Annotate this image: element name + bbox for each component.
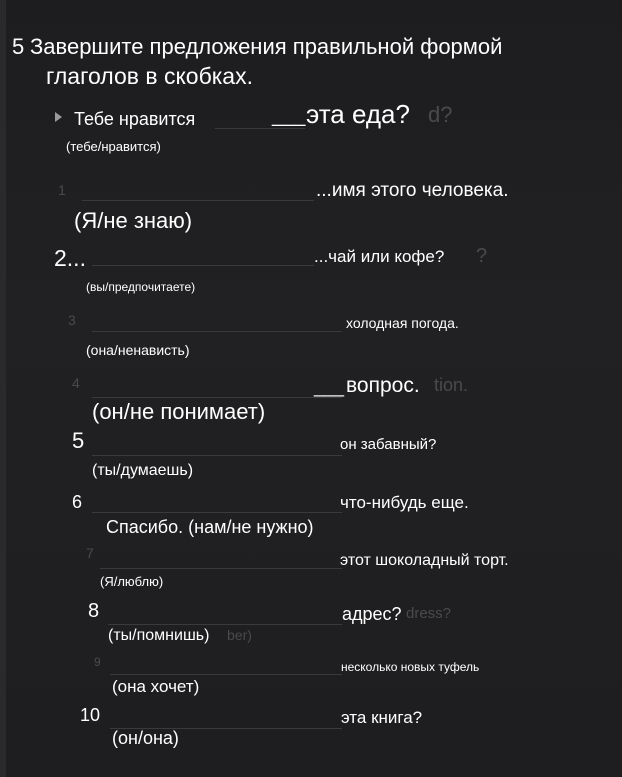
item-6-hint: Спасибо. (нам/не нужно)	[106, 517, 314, 537]
item-1-ending: ...имя этого человека.	[316, 180, 509, 201]
item-2-answer-line	[92, 265, 314, 266]
example-ghost-text: d?	[428, 102, 453, 127]
item-9-ending: несколько новых туфель	[341, 660, 480, 674]
item-5-ending: он забавный?	[340, 436, 437, 453]
exercise-number: 5	[12, 34, 25, 59]
item-4-number: 4	[72, 375, 80, 391]
item-5-answer-line	[92, 455, 342, 456]
item-9-hint: (она хочет)	[112, 677, 200, 696]
item-4-ghost-text: tion.	[434, 375, 469, 395]
item-8-ending: адрес?	[342, 604, 402, 624]
item-4-answer-line	[92, 397, 342, 398]
item-8-ghost-hint: ber)	[227, 627, 252, 643]
item-10-ending: эта книга?	[341, 708, 423, 727]
item-10-number: 10	[80, 705, 101, 725]
item-6-answer-line	[92, 512, 342, 513]
item-6-number: 6	[72, 492, 83, 512]
example-stem: Тебе нравится	[74, 109, 196, 129]
item-7-answer-line	[100, 568, 342, 569]
item-2-hint: (вы/предпочитаете)	[86, 280, 196, 294]
item-4-blank: ___	[314, 377, 345, 397]
item-1-number: 1	[58, 182, 66, 198]
item-5-number: 5	[72, 428, 85, 453]
exercise-title-line-1: Завершите предложения правильной формой	[30, 34, 503, 59]
example-marker-icon	[55, 112, 62, 122]
example-ending: эта еда?	[306, 99, 410, 129]
item-9-number: 9	[94, 655, 101, 669]
item-7-hint: (Я/люблю)	[100, 574, 164, 589]
item-4-ending: вопрос.	[346, 374, 420, 397]
item-8-number: 8	[88, 600, 100, 622]
item-3-hint: (она/ненависть)	[86, 342, 190, 358]
item-3-number: 3	[68, 312, 76, 328]
item-2-ending: ...чай или кофе?	[314, 247, 445, 266]
item-1-hint: (Я/не знаю)	[74, 208, 193, 233]
exercise-title-line-2: глаголов в скобках.	[46, 63, 253, 89]
example-answer-line	[215, 128, 305, 129]
item-3-ending: холодная погода.	[346, 315, 459, 331]
item-7-number: 7	[86, 545, 94, 561]
page-edge	[0, 0, 6, 777]
item-2-ghost-text: ?	[476, 245, 488, 267]
example-hint: (тебе/нравится)	[66, 139, 161, 154]
item-9-answer-line	[110, 674, 342, 675]
item-6-ending: что-нибудь еще.	[340, 493, 469, 512]
item-7-ending: этот шоколадный торт.	[340, 552, 509, 569]
example-blank: ___	[272, 105, 306, 127]
item-4-hint: (он/не понимает)	[92, 399, 266, 424]
item-8-answer-line	[108, 624, 342, 625]
item-8-hint: (ты/помнишь)	[108, 627, 210, 644]
item-5-hint: (ты/думаешь)	[92, 462, 194, 479]
item-8-ghost-text: dress?	[406, 605, 452, 622]
item-2-number: 2...	[54, 245, 86, 271]
item-1-answer-line	[82, 200, 314, 201]
item-10-hint: (он/она)	[112, 728, 179, 748]
item-3-answer-line	[92, 331, 342, 332]
